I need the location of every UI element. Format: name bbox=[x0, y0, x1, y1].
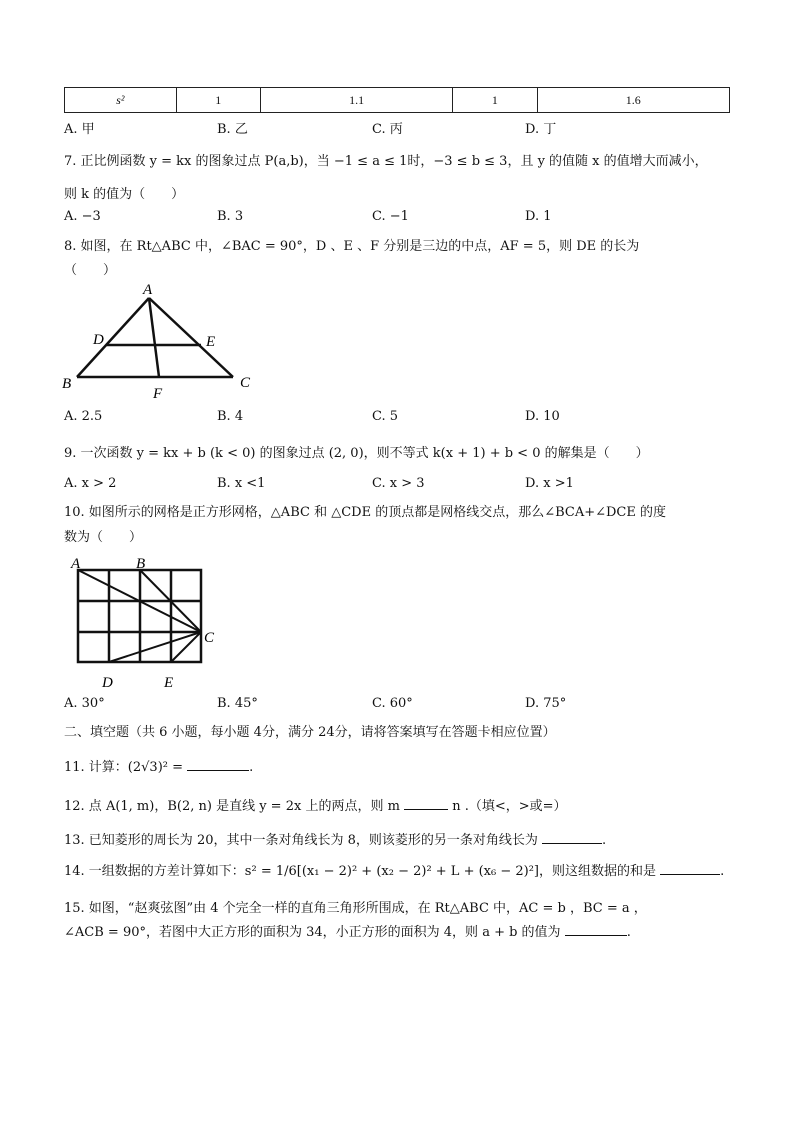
label-b: B bbox=[62, 376, 72, 392]
q10-question-line1: 10. 如图所示的网格是正方形网格，△ABC 和 △CDE 的顶点都是网格线交点，那么∠BCA+∠DCE 的度 bbox=[64, 505, 666, 520]
q6-option-d: D. 丁 bbox=[525, 122, 557, 137]
side-ab bbox=[77, 298, 149, 377]
q15-question-line1: 15. 如图，“赵爽弦图”由 4 个完全一样的直角三角形所围成，在 Rt△ABC 中，AC = b ，BC = a ， bbox=[64, 901, 647, 916]
q13-text: 13. 已知菱形的周长为 20，其中一条对角线长为 8，则该菱形的另一条对角线长为 bbox=[64, 833, 538, 848]
q9-option-a: A. x > 2 bbox=[64, 476, 117, 491]
label-f: F bbox=[153, 386, 163, 402]
label-b: B bbox=[136, 556, 146, 572]
table-row bbox=[65, 88, 730, 113]
q8-option-a: A. 2.5 bbox=[64, 409, 103, 424]
q8-option-d: D. 10 bbox=[525, 409, 560, 424]
q13-end: . bbox=[602, 833, 607, 848]
q11-end: . bbox=[249, 760, 254, 775]
q8-option-b: B. 4 bbox=[217, 409, 244, 424]
label-c: C bbox=[240, 375, 251, 391]
q8-option-c: C. 5 bbox=[372, 409, 399, 424]
q7-question-line1: 7. 正比例函数 y = kx 的图象过点 P(a,b)，当 −1 ≤ a ≤ 1时，−3 ≤ b ≤ 3，且 y 的值随 x 的值增大而减小， bbox=[64, 154, 708, 169]
q6-option-a: A. 甲 bbox=[64, 122, 95, 137]
q11-question bbox=[64, 756, 253, 775]
q6-option-c: C. 丙 bbox=[372, 122, 403, 137]
q10-option-c: C. 60° bbox=[372, 696, 413, 711]
variance-table bbox=[64, 87, 730, 113]
label-a: A bbox=[71, 556, 81, 572]
q10-option-b: B. 45° bbox=[217, 696, 258, 711]
q7-option-d: D. 1 bbox=[525, 209, 552, 224]
q14-text: 14. 一组数据的方差计算如下：s² = 1/6[(x₁ − 2)² + (x₂ − 2)² + L + (x₆ − 2)²]，则这组数据的和是 bbox=[64, 864, 656, 879]
q9-option-c: C. x > 3 bbox=[372, 476, 425, 491]
table-cell: 1.1 bbox=[260, 88, 452, 113]
label-d: D bbox=[93, 332, 104, 348]
q13-question bbox=[64, 829, 606, 848]
table-cell: 1.6 bbox=[537, 88, 729, 113]
label-d: D bbox=[102, 675, 113, 691]
q6-option-b: B. 乙 bbox=[217, 122, 248, 137]
q10-question-line2: 数为（ ） bbox=[64, 530, 143, 545]
q15-text-line2: ∠ACB = 90°，若图中大正方形的面积为 34，小正方形的面积为 4，则 a + b 的值为 bbox=[64, 925, 561, 940]
q8-triangle-figure bbox=[60, 280, 280, 405]
q7-option-b: B. 3 bbox=[217, 209, 244, 224]
square-grid bbox=[78, 570, 201, 662]
label-c: C bbox=[204, 630, 215, 646]
q9-option-d: D. x >1 bbox=[525, 476, 574, 491]
side-ac bbox=[149, 298, 233, 377]
q8-question-line1: 8. 如图，在 Rt△ABC 中，∠BAC = 90°，D 、E 、F 分别是三边的中点，AF = 5，则 DE 的长为 bbox=[64, 239, 640, 254]
label-a: A bbox=[143, 282, 153, 298]
q12-text-after: n .（填<，>或=） bbox=[452, 799, 567, 814]
q15-answer-blank[interactable] bbox=[565, 923, 627, 936]
q8-question-line2: （ ） bbox=[64, 263, 117, 278]
q14-question bbox=[64, 860, 724, 879]
label-e: E bbox=[164, 675, 174, 691]
q9-option-b: B. x <1 bbox=[217, 476, 266, 491]
table-row-label: s² bbox=[65, 88, 177, 113]
q10-option-a: A. 30° bbox=[64, 696, 105, 711]
q14-answer-blank[interactable] bbox=[660, 862, 720, 875]
q9-question: 9. 一次函数 y = kx + b (k < 0) 的图象过点 (2, 0)，则不等式 k(x + 1) + b < 0 的解集是（ ） bbox=[64, 446, 649, 461]
q15-end: . bbox=[626, 925, 631, 940]
q7-question-line2: 则 k 的值为（ ） bbox=[64, 187, 185, 202]
q15-question-line2 bbox=[64, 921, 631, 940]
q12-answer-blank[interactable] bbox=[404, 797, 448, 810]
q11-answer-blank[interactable] bbox=[187, 758, 249, 771]
q13-answer-blank[interactable] bbox=[542, 831, 602, 844]
q12-question bbox=[64, 795, 567, 814]
section-heading: 二、填空题（共 6 小题，每小题 4分，满分 24分，请将答案填写在答题卡相应位置） bbox=[64, 725, 556, 740]
q7-option-a: A. −3 bbox=[64, 209, 101, 224]
label-e: E bbox=[206, 334, 216, 350]
table-cell: 1 bbox=[176, 88, 260, 113]
segment-af bbox=[149, 298, 159, 377]
q12-text: 12. 点 A(1, m)，B(2, n) 是直线 y = 2x 上的两点，则 m bbox=[64, 799, 400, 814]
q14-end: . bbox=[720, 864, 725, 879]
q11-text: 11. 计算：(2√3)² = bbox=[64, 760, 184, 775]
q10-grid-figure bbox=[64, 553, 234, 693]
q10-option-d: D. 75° bbox=[525, 696, 567, 711]
table-cell: 1 bbox=[453, 88, 537, 113]
q7-option-c: C. −1 bbox=[372, 209, 409, 224]
